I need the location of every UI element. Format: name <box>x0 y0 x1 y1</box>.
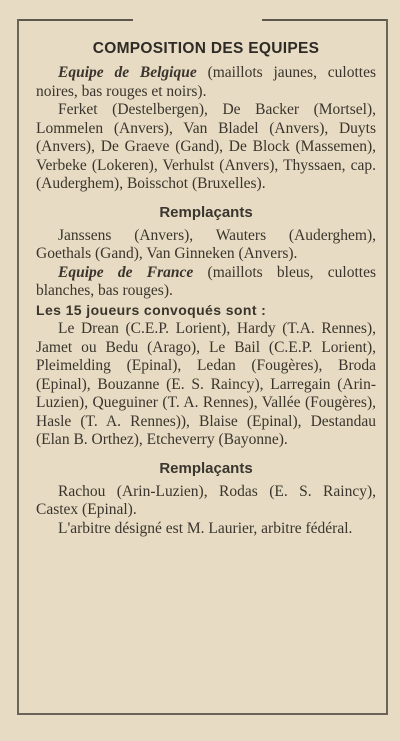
france-team-name: Equipe de France <box>58 263 194 281</box>
belgium-team-paragraph <box>36 64 376 101</box>
france-convoques: Les 15 joueurs convoqués sont : <box>36 301 267 318</box>
article-title: COMPOSITION DES EQUIPES <box>92 40 320 57</box>
belgium-team-name: Equipe de Belgique <box>58 64 197 81</box>
right-border <box>386 19 388 715</box>
belgium-subs-heading: Remplaçants <box>159 203 253 221</box>
belgium-players: Ferket (Destelbergen), De Backer (Mortsel), Lommelen (Anvers), Van Bladel (Anvers), Duyts (Anvers), De Graeve (Gand), De Block (Massemen), Verbeke (Lokeren), Verhulst (Anvers), Thyssaen, cap. (Auderghem), Boisschot (Bruxelles). <box>36 101 376 192</box>
belgium-subs: Janssens (Anvers), Wauters (Auderghem), Goethals (Gand), Van Ginneken (Anvers). <box>36 226 376 262</box>
france-subs-heading: Remplaçants <box>159 459 253 477</box>
france-team-colors: (maillots bleus, culottes blanches, bas rouges). <box>36 263 376 299</box>
referee-note: L'arbitre désigné est M. Laurier, arbitre fédéral. <box>58 519 353 537</box>
bottom-border <box>17 713 388 715</box>
left-border <box>17 19 19 715</box>
france-subs: Rachou (Arin-Luzien), Rodas (E. S. Raincy), Castex (Epinal). <box>36 482 376 518</box>
article <box>36 40 376 538</box>
top-rule-right <box>262 19 388 21</box>
top-rule-left <box>18 19 133 21</box>
france-convoques-line <box>36 301 376 321</box>
france-players: Le Drean (C.E.P. Lorient), Hardy (T.A. Rennes), Jamet ou Bedu (Arago), Le Bail (C.E.P. Lorient), Pleimelding (Epinal), Ledan (Fougères), Broda (Epinal), Bouzanne (E. S. Raincy), Larregain (Arin-Luzien), Queguiner (T. A. Rennes), Vallée (Fougères), Hasle (T. A. Rennes)), Blaise (Epinal), Destandau (Elan B. Orthez), Etcheverry (Bayonne). <box>36 320 376 448</box>
france-team-paragraph <box>36 264 376 301</box>
belgium-team-colors: (maillots jaunes, culottes noires, bas rouges et noirs). <box>36 64 376 100</box>
